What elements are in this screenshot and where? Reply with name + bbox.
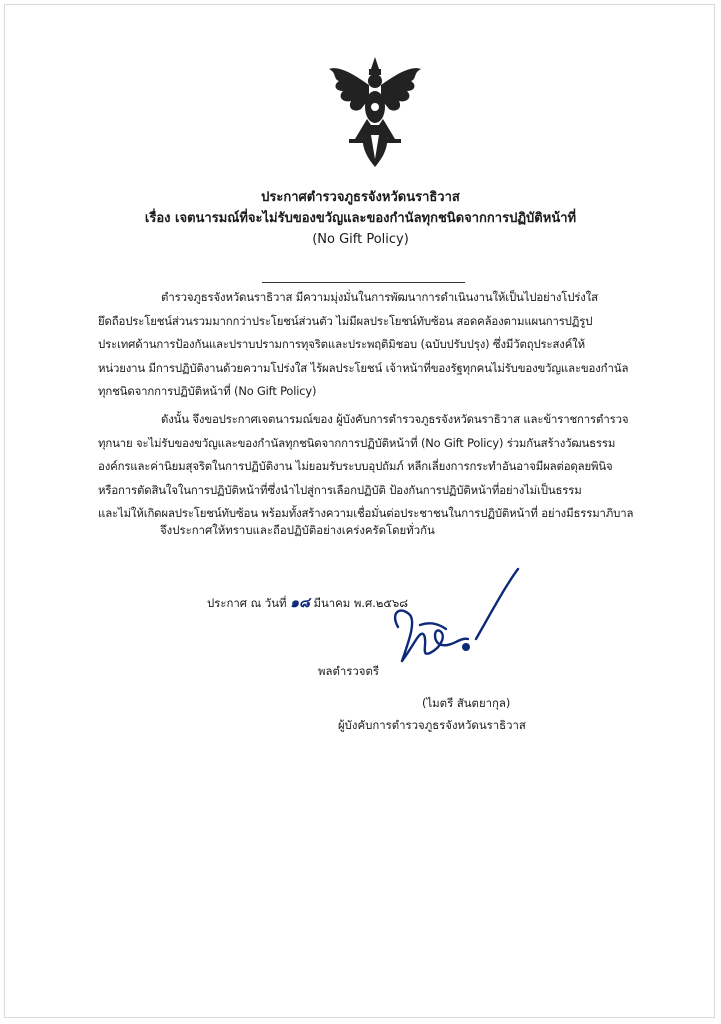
paragraph-line: องค์กรและค่านิยมสุจริตในการปฏิบัติงาน ไม่ยอมรับระบบอุปถัมภ์ หลีกเลี่ยงการกระทำอันอาจมีผลต่อดุลยพินิจ <box>98 459 613 474</box>
signature-image <box>380 565 530 675</box>
paragraph-line: ตำรวจภูธรจังหวัดนราธิวาส มีความมุ่งมั่นในการพัฒนาการดำเนินงานให้เป็นไปอย่างโปร่งใส <box>161 290 598 304</box>
date-day-handwritten: ๑๘ <box>290 595 310 611</box>
document-title <box>0 187 721 250</box>
paragraph-line: และไม่ให้เกิดผลประโยชน์ทับซ้อน พร้อมทั้งสร้างความเชื่อมั่นต่อประชาชนในการปฏิบัติหน้าที่ อย่างมีธรรมาภิบาล <box>98 506 634 521</box>
paragraph-line: ดังนั้น จึงขอประกาศเจตนารมณ์ของ ผู้บังคับการตำรวจภูธรจังหวัดนราธิวาส และข้าราชการตำรวจ <box>161 411 629 426</box>
announcement-date <box>207 592 408 614</box>
garuda-emblem-icon <box>325 55 425 170</box>
signer-rank: พลตำรวจตรี <box>318 664 379 678</box>
document-body <box>98 286 678 530</box>
date-prefix: ประกาศ ณ วันที่ <box>207 596 287 610</box>
title-line-2: เรื่อง เจตนารมณ์ที่จะไม่รับของขวัญและของกำนัลทุกชนิดจากการปฏิบัติหน้าที่ <box>144 211 577 226</box>
closing-statement: จึงประกาศให้ทราบและถือปฏิบัติอย่างเคร่งครัดโดยทั่วกัน <box>160 523 435 537</box>
title-divider <box>262 282 465 283</box>
paragraph-line: ทุกนาย จะไม่รับของขวัญและของกำนัลทุกชนิดจากการปฏิบัติหน้าที่ (No Gift Policy) ร่วมกันสร้างวัฒนธรรม <box>98 435 616 450</box>
paragraph-1 <box>98 286 678 404</box>
paragraph-line: ทุกชนิดจากการปฏิบัติหน้าที่ (No Gift Policy) <box>98 384 317 399</box>
paragraph-line: หน่วยงาน มีการปฏิบัติงานด้วยความโปร่งใส ไร้ผลประโยชน์ เจ้าหน้าที่ของรัฐทุกคนไม่รับของขวัญและของกำนัล <box>98 360 629 375</box>
date-rest: มีนาคม พ.ศ.๒๕๖๘ <box>313 596 409 610</box>
title-line-1: ประกาศตำรวจภูธรจังหวัดนราธิวาส <box>261 190 460 205</box>
paragraph-line: หรือการตัดสินใจในการปฏิบัติหน้าที่ซึ่งนำไปสู่การเลือกปฏิบัติ ป้องกันการปฏิบัติหน้าที่อย่างไม่เป็นธรรม <box>98 482 582 497</box>
signer-position: ผู้บังคับการตำรวจภูธรจังหวัดนราธิวาส <box>338 718 526 732</box>
paragraph-line: ยึดถือประโยชน์ส่วนรวมมากกว่าประโยชน์ส่วนตัว ไม่มีผลประโยชน์ทับซ้อน สอดคล้องตามแผนการปฏิรูป <box>98 313 593 328</box>
title-line-3: (No Gift Policy) <box>312 232 409 247</box>
paragraph-2 <box>98 408 678 526</box>
paragraph-line: ประเทศด้านการป้องกันและปราบปรามการทุจริตและประพฤติมิชอบ (ฉบับปรับปรุง) ซึ่งมีวัตถุประสงค์ให้ <box>98 337 585 352</box>
signer-name: (ไมตรี สันตยากุล) <box>422 696 511 710</box>
